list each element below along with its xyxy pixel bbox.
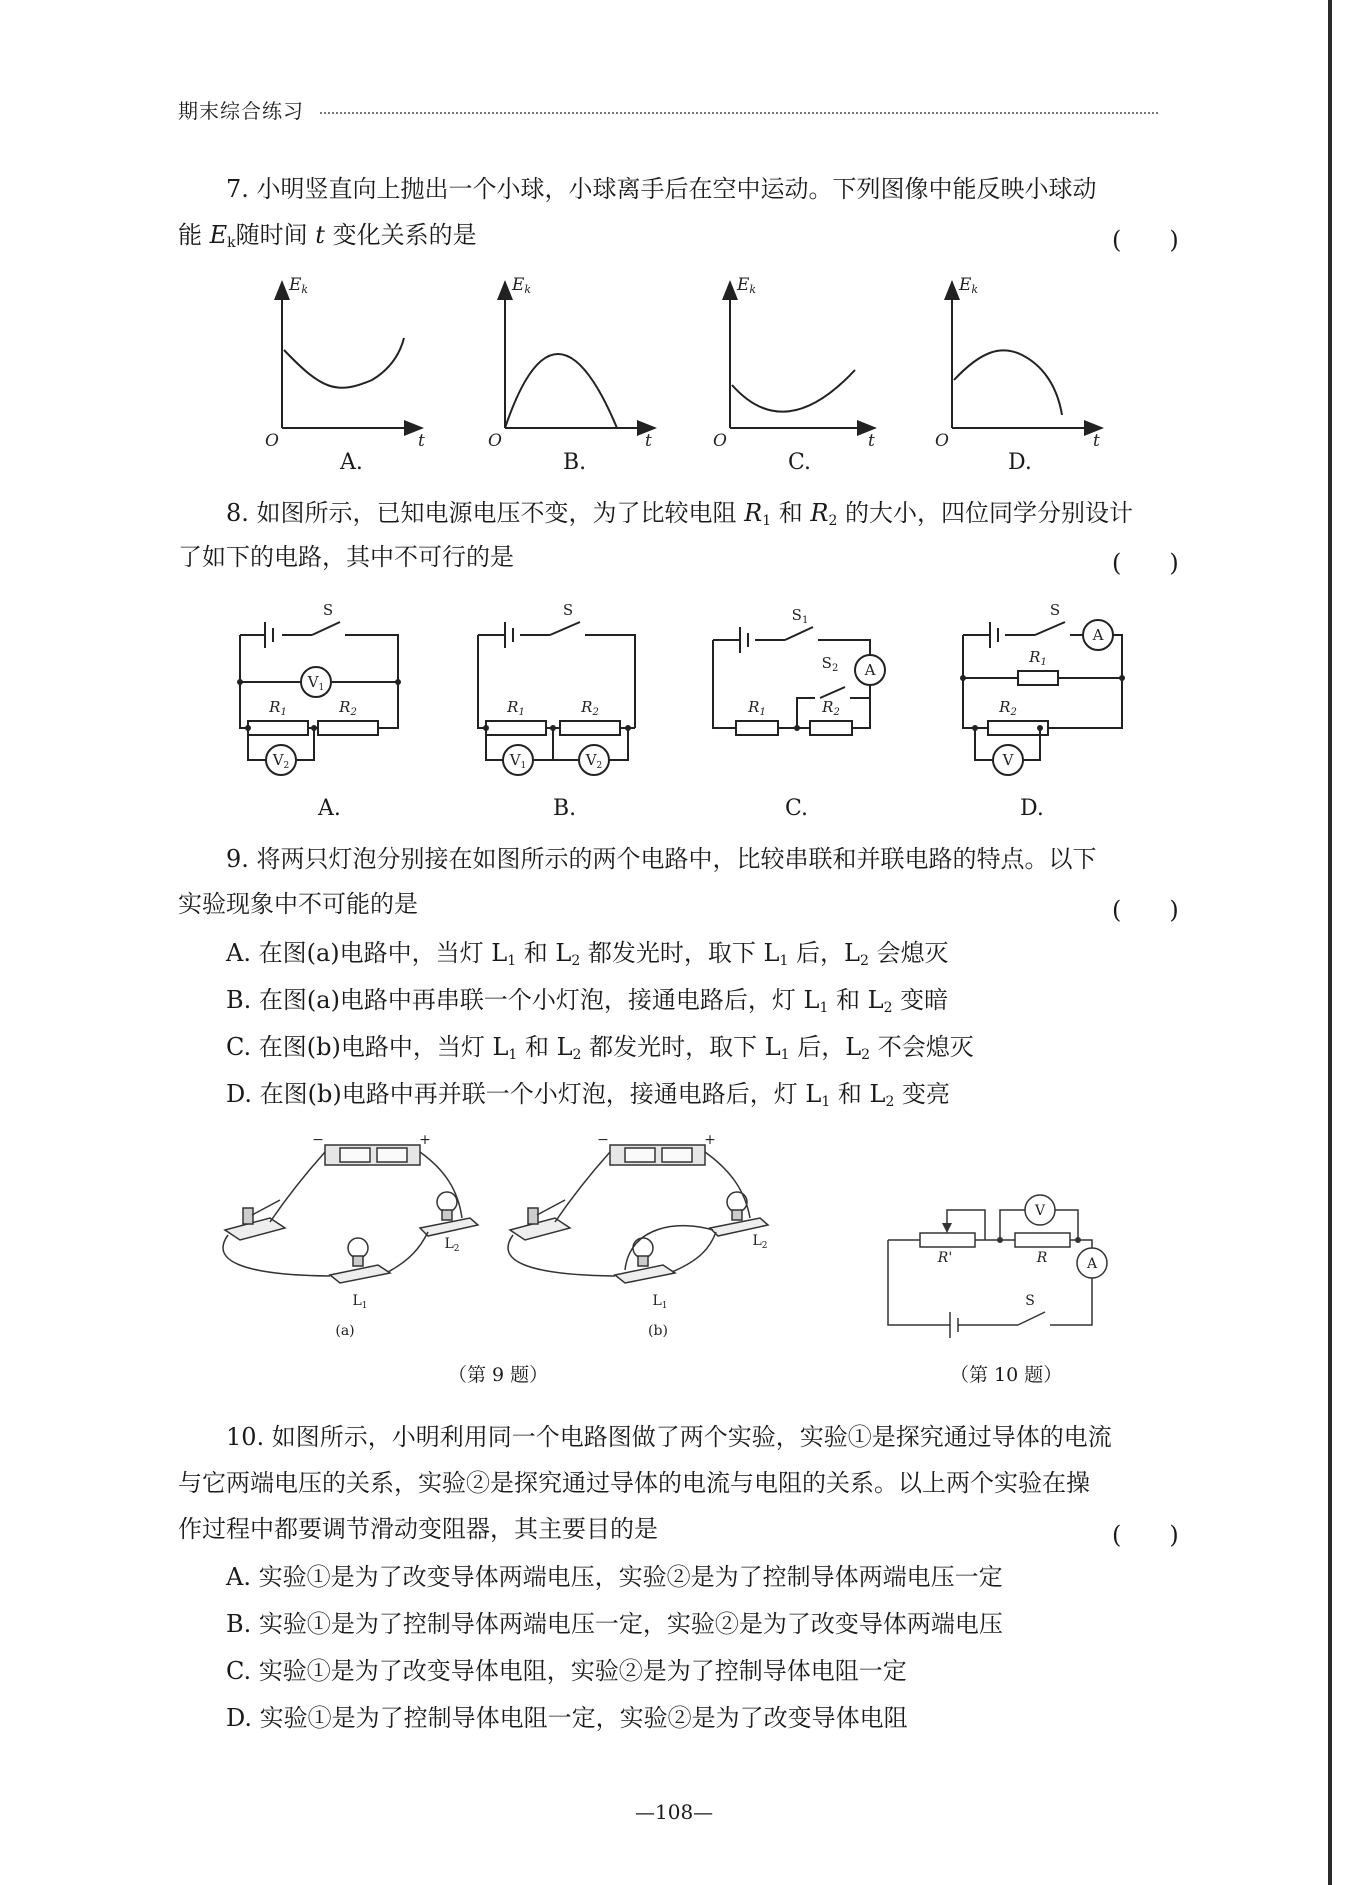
q9-caption: （第 9 题） <box>448 1364 549 1386</box>
svg-text:L1: $L_1$ <box>352 1293 368 1311</box>
svg-text:R1: $R_1$ <box>269 698 287 718</box>
header-dotted-rule <box>320 112 1158 114</box>
q8-circuit-c <box>713 627 885 735</box>
q9-stem-line2: 实验现象中不可能的是 <box>178 890 418 918</box>
q8-circuit-b <box>478 622 635 775</box>
q7-option-b[interactable]: B. <box>563 450 587 475</box>
q7-stem-line2: 能 $E_k$随时间 t 变化关系的是 <box>178 221 477 251</box>
svg-text:S: S <box>1025 1293 1035 1309</box>
svg-text:S: S <box>322 601 334 619</box>
q10-option-c[interactable]: C. 实验①是为了改变导体电阻，实验②是为了控制导体电阻一定 <box>226 1657 907 1685</box>
q7-option-a[interactable]: A. <box>340 450 363 475</box>
q7-origin-c: O <box>713 431 727 451</box>
q7-origin-a: O <box>265 431 279 451</box>
page-number: —108— <box>635 1800 714 1824</box>
q9-option-d[interactable]: D. 在图(b)电路中再并联一个小灯泡，接通电路后，灯 $L_1$ 和 $L_2$ 变亮 <box>226 1080 950 1110</box>
q7-axis-label-a-x: t <box>418 431 425 451</box>
q10-stem-line2: 与它两端电压的关系，实验②是探究通过导体的电流与电阻的关系。以上两个实验在操 <box>178 1469 1090 1497</box>
svg-text:V: V <box>1002 751 1014 769</box>
q10-stem-line1: 10. 如图所示，小明利用同一个电路图做了两个实验，实验①是探究通过导体的电流 <box>226 1423 1112 1451</box>
q10-circuit <box>888 1195 1107 1338</box>
svg-text:R1: $R_1$ <box>748 698 766 718</box>
svg-text:−: − <box>597 1132 609 1148</box>
q10-caption: （第 10 题） <box>950 1364 1063 1386</box>
svg-text:L2: $L_2$ <box>752 1233 768 1251</box>
svg-text:R2: $R_2$ <box>822 698 840 718</box>
q9-q10-figures <box>0 1130 1350 1390</box>
svg-text:V2: $V_2$ <box>272 751 290 771</box>
q7-graph-d <box>952 282 1102 428</box>
q7-stem-line1: 7. 小明竖直向上抛出一个小球，小球离手后在空中运动。下列图像中能反映小球动 <box>226 175 1097 203</box>
svg-text:R1: $R_1$ <box>1029 648 1047 668</box>
svg-text:R: R <box>1036 1250 1048 1266</box>
q7-graph-c <box>730 282 875 428</box>
q7-axis-label-b-x: t <box>645 431 652 451</box>
svg-text:+: + <box>419 1132 431 1148</box>
q9-figure-b-label: (b) <box>648 1323 668 1339</box>
svg-text:+: + <box>704 1132 716 1148</box>
svg-text:A: A <box>864 661 876 679</box>
svg-text:S: S <box>562 601 574 619</box>
q7-axis-label-c-y: Ek <box>737 275 757 296</box>
q8-option-b[interactable]: B. <box>553 796 577 821</box>
q8-answer-blank[interactable]: ( ) <box>1112 549 1179 577</box>
svg-text:S2: $S_2$ <box>821 654 839 674</box>
svg-text:V: V <box>1034 1203 1046 1219</box>
q7-option-d[interactable]: D. <box>1008 450 1032 475</box>
q7-axis-label-a-y: Ek <box>289 275 309 296</box>
q7-origin-d: O <box>935 431 949 451</box>
svg-text:V1: $V_1$ <box>509 751 527 771</box>
q9-answer-blank[interactable]: ( ) <box>1112 896 1179 924</box>
q7-answer-blank[interactable]: ( ) <box>1112 226 1179 254</box>
q9-stem-line1: 9. 将两只灯泡分别接在如图所示的两个电路中，比较串联和并联电路的特点。以下 <box>226 845 1097 873</box>
svg-text:S: S <box>1049 601 1061 619</box>
svg-text:V1: $V_1$ <box>307 673 325 693</box>
q9-option-b[interactable]: B. 在图(a)电路中再串联一个小灯泡，接通电路后，灯 $L_1$ 和 $L_2$ 变暗 <box>226 986 949 1016</box>
q10-answer-blank[interactable]: ( ) <box>1112 1521 1179 1549</box>
q8-option-c[interactable]: C. <box>785 796 809 821</box>
q7-graphs <box>0 270 1350 480</box>
q7-graph-b <box>505 282 655 428</box>
q10-option-b[interactable]: B. 实验①是为了控制导体两端电压一定，实验②是为了改变导体两端电压 <box>226 1610 1003 1638</box>
q9-option-c[interactable]: C. 在图(b)电路中，当灯 $L_1$ 和 $L_2$ 都发光时，取下 $L_1$ 后，$L_2$ 不会熄灭 <box>226 1033 974 1063</box>
svg-text:L1: $L_1$ <box>652 1293 668 1311</box>
q8-circuits <box>0 590 1350 790</box>
q10-option-d[interactable]: D. 实验①是为了控制导体电阻一定，实验②是为了改变导体电阻 <box>226 1704 908 1732</box>
svg-text:V2: $V_2$ <box>585 751 603 771</box>
q7-origin-b: O <box>488 431 502 451</box>
q9-option-a[interactable]: A. 在图(a)电路中，当灯 $L_1$ 和 $L_2$ 都发光时，取下 $L_1$ 后，$L_2$ 会熄灭 <box>226 939 949 969</box>
svg-text:A: A <box>1092 626 1104 644</box>
q10-option-a[interactable]: A. 实验①是为了改变导体两端电压，实验②是为了控制导体两端电压一定 <box>226 1563 1003 1591</box>
q7-axis-label-d-x: t <box>1093 431 1100 451</box>
q7-axis-label-c-x: t <box>868 431 875 451</box>
section-header: 期末综合练习 <box>178 99 304 123</box>
q8-stem-line1: 8. 如图所示，已知电源电压不变，为了比较电阻 $R_1$ 和 $R_2$ 的大小，四位同学分别设计 <box>226 499 1134 529</box>
svg-text:R2: $R_2$ <box>339 698 357 718</box>
q7-axis-label-d-y: Ek <box>959 275 979 296</box>
q9-figure-a <box>223 1145 478 1283</box>
q9-figure-a-label: (a) <box>335 1323 355 1339</box>
svg-text:−: − <box>312 1132 324 1148</box>
q7-graph-a <box>282 282 422 428</box>
q8-stem-line2: 了如下的电路，其中不可行的是 <box>178 543 514 571</box>
svg-text:R2: $R_2$ <box>581 698 599 718</box>
q8-option-d[interactable]: D. <box>1020 796 1044 821</box>
q7-axis-label-b-y: Ek <box>512 275 532 296</box>
svg-text:R': R' <box>937 1250 953 1266</box>
svg-text:R1: $R_1$ <box>507 698 525 718</box>
q8-option-a[interactable]: A. <box>318 796 341 821</box>
q9-figure-b <box>508 1145 768 1283</box>
svg-text:A: A <box>1086 1256 1098 1272</box>
svg-text:S1: $S_1$ <box>791 606 809 626</box>
svg-text:R2: $R_2$ <box>999 698 1017 718</box>
svg-text:L2: $L_2$ <box>444 1236 460 1254</box>
q7-option-c[interactable]: C. <box>788 450 812 475</box>
q8-circuit-a <box>240 622 398 775</box>
q10-stem-line3: 作过程中都要调节滑动变阻器，其主要目的是 <box>178 1515 658 1543</box>
